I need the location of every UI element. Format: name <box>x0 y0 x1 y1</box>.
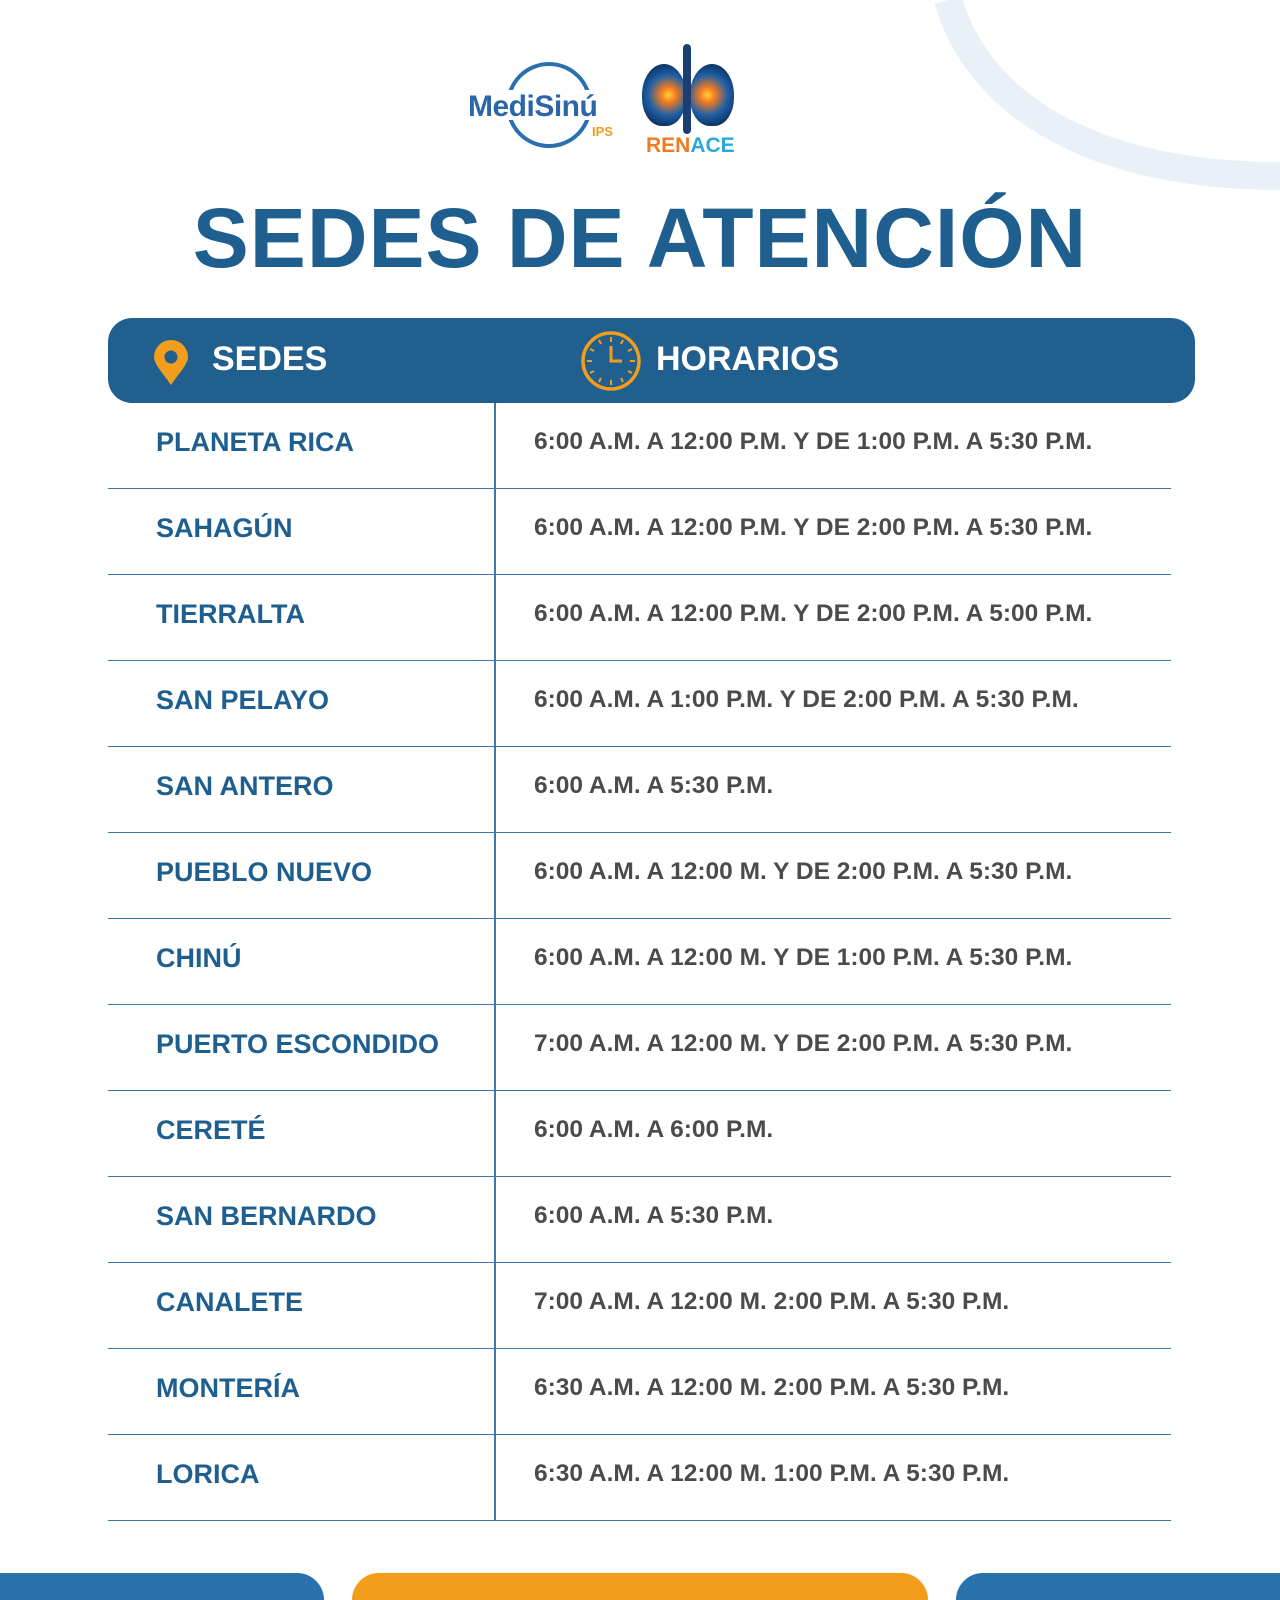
medisinu-logo <box>462 62 622 156</box>
table-row <box>108 1177 1171 1263</box>
table-row <box>108 1435 1171 1521</box>
table-row <box>108 1005 1171 1091</box>
column-divider <box>494 1005 496 1090</box>
sede-horario: 6:00 A.M. A 1:00 P.M. Y DE 2:00 P.M. A 5:30 P.M. <box>534 686 1079 713</box>
sede-horario: 6:00 A.M. A 12:00 P.M. Y DE 1:00 P.M. A 5:30 P.M. <box>534 428 1093 455</box>
sede-horario: 6:00 A.M. A 12:00 M. Y DE 2:00 P.M. A 5:30 P.M. <box>534 858 1073 885</box>
sede-name: PLANETA RICA <box>156 427 354 457</box>
sede-name: SAN PELAYO <box>156 685 330 715</box>
footer-bar-left <box>0 1573 324 1600</box>
sede-horario: 6:00 A.M. A 5:30 P.M. <box>534 1202 774 1229</box>
schedule-table <box>108 403 1171 1521</box>
kidney-icon <box>690 64 734 126</box>
renace-text-a: REN <box>646 134 691 157</box>
column-divider <box>494 1263 496 1348</box>
location-pin-icon <box>152 340 190 386</box>
sede-name: SAN BERNARDO <box>156 1201 377 1231</box>
sede-name: LORICA <box>156 1459 260 1489</box>
table-row <box>108 403 1171 489</box>
table-row <box>108 1091 1171 1177</box>
footer-bar-center <box>352 1573 928 1600</box>
sede-horario: 6:30 A.M. A 12:00 M. 2:00 P.M. A 5:30 P.M. <box>534 1374 1010 1401</box>
table-row <box>108 661 1171 747</box>
table-row <box>108 1263 1171 1349</box>
sede-name: MONTERÍA <box>156 1373 300 1403</box>
clock-icon <box>580 330 642 392</box>
table-row <box>108 833 1171 919</box>
table-row <box>108 489 1171 575</box>
column-divider <box>494 1177 496 1262</box>
table-row <box>108 1349 1171 1435</box>
sede-name: SAHAGÚN <box>156 513 293 543</box>
column-divider <box>494 575 496 660</box>
page-title: SEDES DE ATENCIÓN <box>192 191 1088 285</box>
column-divider <box>494 489 496 574</box>
sede-name: PUERTO ESCONDIDO <box>156 1029 440 1059</box>
column-divider <box>494 833 496 918</box>
sede-name: SAN ANTERO <box>156 771 334 801</box>
sede-horario: 6:00 A.M. A 12:00 P.M. Y DE 2:00 P.M. A 5:00 P.M. <box>534 600 1093 627</box>
column-divider <box>494 1435 496 1520</box>
footer-bar-right <box>956 1573 1280 1600</box>
table-header <box>108 318 1195 403</box>
logos <box>0 44 1280 164</box>
column-divider <box>494 661 496 746</box>
table-row <box>108 575 1171 661</box>
header-sedes: SEDES <box>212 340 328 378</box>
sede-horario: 7:00 A.M. A 12:00 M. 2:00 P.M. A 5:30 P.M. <box>534 1288 1010 1315</box>
medisinu-logo-sub: IPS <box>592 124 613 139</box>
column-divider <box>494 747 496 832</box>
sede-name: CANALETE <box>156 1287 303 1317</box>
sede-horario: 6:00 A.M. A 12:00 M. Y DE 1:00 P.M. A 5:30 P.M. <box>534 944 1073 971</box>
column-divider <box>494 919 496 1004</box>
column-divider <box>494 1349 496 1434</box>
header-horarios: HORARIOS <box>656 340 840 378</box>
sede-horario: 6:00 A.M. A 5:30 P.M. <box>534 772 774 799</box>
column-divider <box>494 403 496 488</box>
sede-horario: 6:00 A.M. A 6:00 P.M. <box>534 1116 774 1143</box>
renace-logo <box>638 44 738 160</box>
table-row <box>108 747 1171 833</box>
kidney-icon <box>642 64 686 126</box>
sede-horario: 6:00 A.M. A 12:00 P.M. Y DE 2:00 P.M. A 5:30 P.M. <box>534 514 1093 541</box>
sede-name: PUEBLO NUEVO <box>156 857 373 887</box>
sede-horario: 7:00 A.M. A 12:00 M. Y DE 2:00 P.M. A 5:30 P.M. <box>534 1030 1073 1057</box>
sede-name: TIERRALTA <box>156 599 305 629</box>
column-divider <box>494 1091 496 1176</box>
medisinu-logo-name: MediSinú <box>468 90 598 123</box>
sede-name: CERETÉ <box>156 1115 266 1145</box>
sede-horario: 6:30 A.M. A 12:00 M. 1:00 P.M. A 5:30 P.M. <box>534 1460 1010 1487</box>
sede-name: CHINÚ <box>156 943 242 973</box>
table-row <box>108 919 1171 1005</box>
renace-text-b: ACE <box>690 134 735 157</box>
